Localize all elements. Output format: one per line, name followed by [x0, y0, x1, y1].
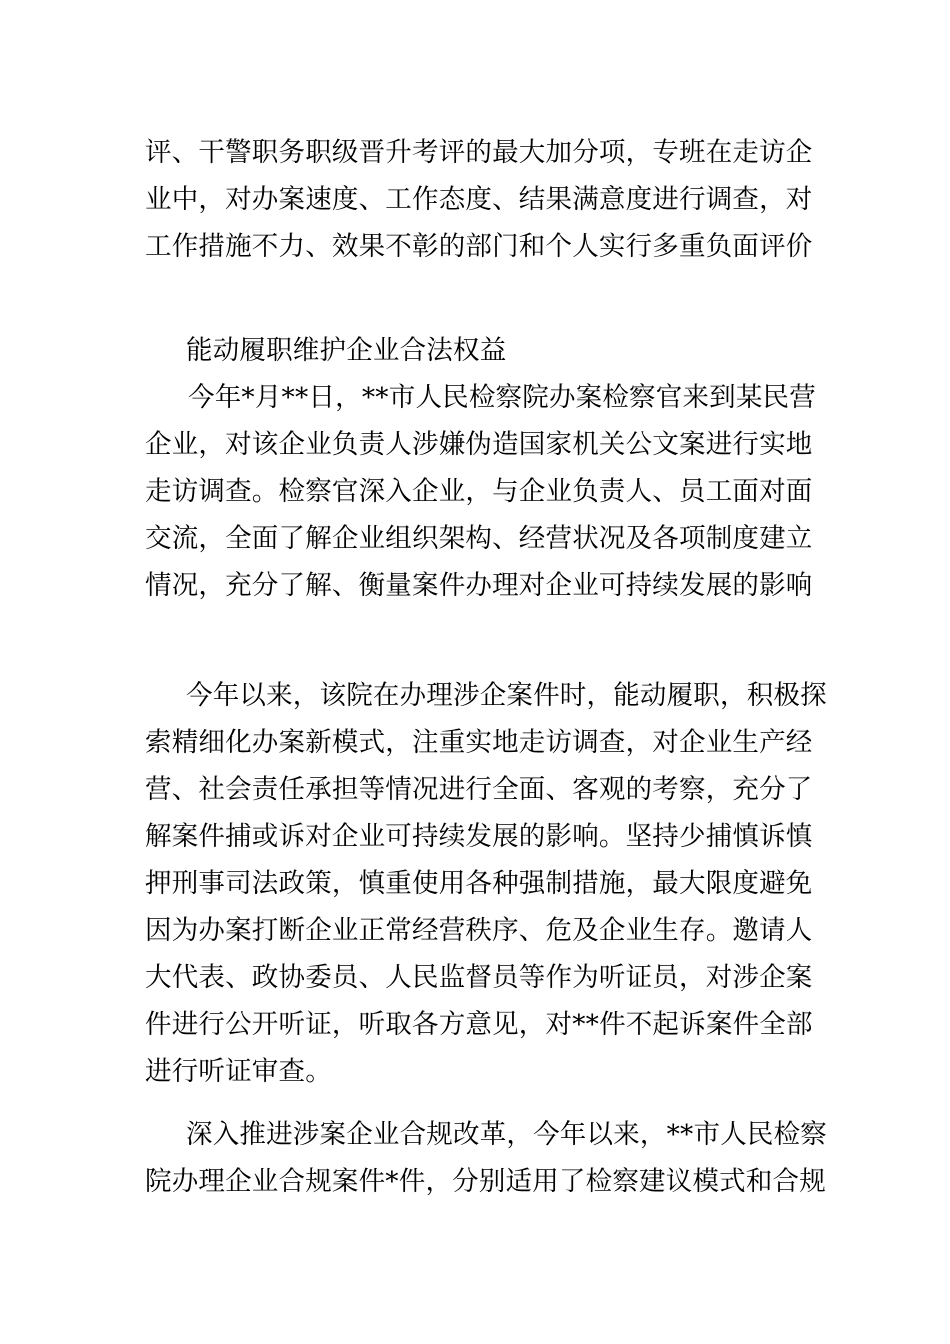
- text-line: 深入推进涉案企业合规改革，今年以来，**市人民检察: [186, 1119, 827, 1150]
- text-line: 索精细化办案新模式，注重实地走访调查，对企业生产经: [145, 727, 813, 758]
- text-line: 交流，全面了解企业组织架构、经营状况及各项制度建立: [145, 523, 813, 554]
- text-line: 企业，对该企业负责人涉嫌伪造国家机关公文案进行实地: [145, 429, 813, 460]
- text-line: 营、社会责任承担等情况进行全面、客观的考察，充分了: [145, 774, 813, 805]
- text-line: 走访调查。检察官深入企业，与企业负责人、员工面对面: [145, 476, 813, 507]
- text-line: 件进行公开听证，听取各方意见，对**件不起诉案件全部: [145, 1009, 813, 1040]
- text-line: 今年*月**日，**市人民检察院办案检察官来到某民营: [188, 382, 816, 413]
- text-line: 工作措施不力、效果不彰的部门和个人实行多重负面评价: [145, 231, 813, 262]
- text-line: 情况，充分了解、衡量案件办理对企业可持续发展的影响: [145, 570, 813, 601]
- section-heading: 能动履职维护企业合法权益: [186, 335, 507, 366]
- text-line: 院办理企业合规案件*件，分别适用了检察建议模式和合规: [145, 1166, 826, 1197]
- text-line: 解案件捕或诉对企业可持续发展的影响。坚持少捕慎诉慎: [145, 821, 813, 852]
- text-line: 业中，对办案速度、工作态度、结果满意度进行调查，对: [145, 184, 813, 215]
- text-line: 大代表、政协委员、人民监督员等作为听证员，对涉企案: [145, 962, 813, 993]
- text-line: 押刑事司法政策，慎重使用各种强制措施，最大限度避免: [145, 868, 813, 899]
- text-line: 今年以来，该院在办理涉企案件时，能动履职，积极探: [186, 680, 827, 711]
- text-line: 因为办案打断企业正常经营秩序、危及企业生存。邀请人: [145, 915, 813, 946]
- text-line: 评、干警职务职级晋升考评的最大加分项，专班在走访企: [145, 137, 813, 168]
- text-line: 进行听证审查。: [145, 1056, 332, 1087]
